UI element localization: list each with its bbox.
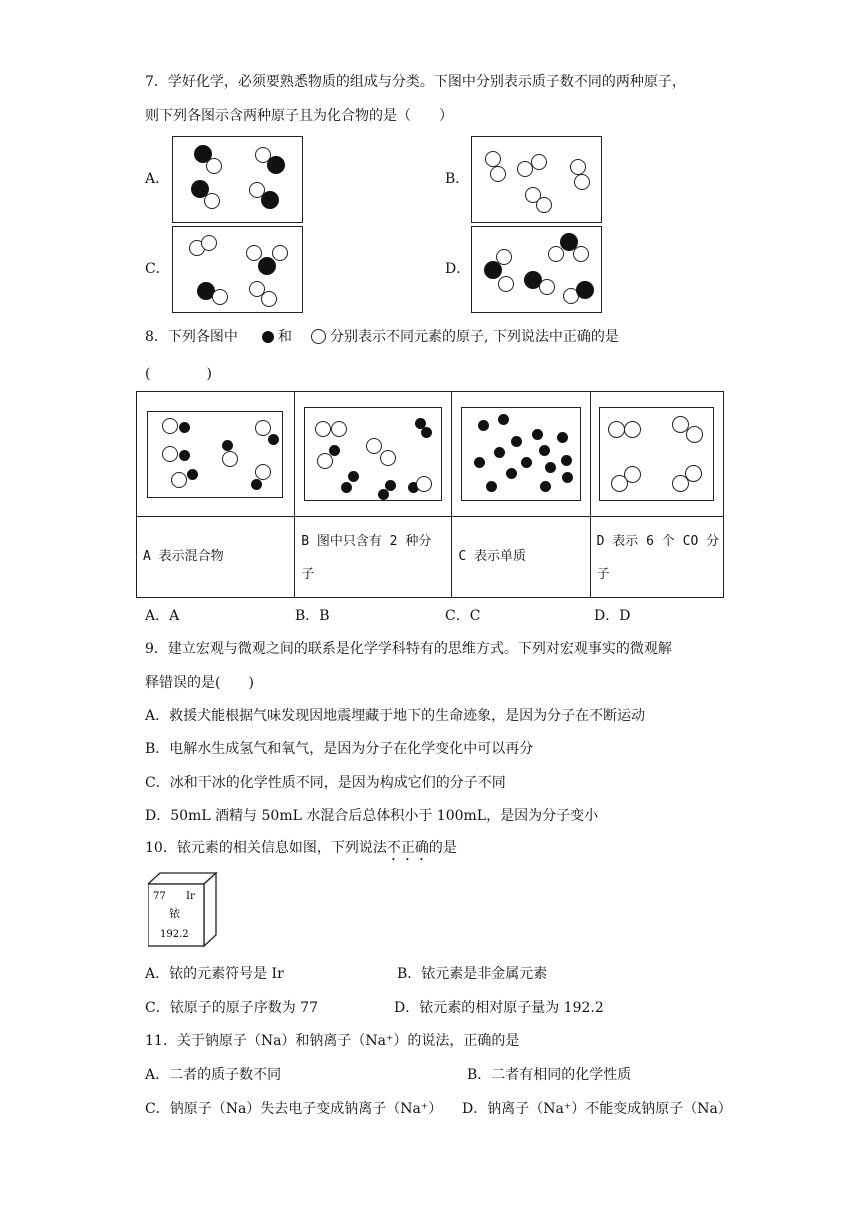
cube-symbol: Ir	[186, 891, 195, 902]
iridium-element-cube	[148, 872, 218, 948]
black-atom	[251, 479, 262, 490]
q8-stem-part2: 分别表示不同元素的原子, 下列说法中正确的是	[330, 329, 619, 345]
q10-option-c[interactable]: C．铱原子的原子序数为 77	[145, 1000, 318, 1016]
q8-diagram-c	[461, 407, 581, 501]
white-atom	[366, 438, 382, 454]
q8-diagram-c-cell	[452, 392, 590, 517]
white-atom	[222, 451, 238, 467]
white-atom	[315, 421, 331, 437]
white-atom	[608, 421, 625, 438]
white-atom	[548, 246, 564, 262]
black-atom	[478, 420, 489, 431]
black-atom	[539, 445, 550, 456]
q8-diagram-b-cell	[295, 392, 452, 517]
q11-option-b[interactable]: B．二者有相同的化学性质	[467, 1067, 632, 1083]
white-atom	[498, 276, 514, 292]
q9-option-a[interactable]: A．救援犬能根据气味发现因地震埋藏于地下的生命迹象，是因为分子在不断运动	[145, 708, 646, 724]
q8-caption-c: C 表示单质	[458, 549, 527, 564]
black-atom	[179, 422, 190, 433]
q10-option-b[interactable]: B．铱元素是非金属元素	[397, 966, 548, 982]
white-atom	[212, 289, 228, 305]
white-atom	[171, 472, 187, 488]
white-atom	[317, 453, 333, 469]
q8-caption-a: A 表示混合物	[143, 549, 224, 564]
black-atom	[576, 281, 594, 299]
black-atom	[545, 462, 556, 473]
q8-diagram-d-cell	[590, 392, 723, 517]
q10-stem-emphasis: 不正确	[386, 840, 429, 856]
q7-option-c-label[interactable]: C．	[145, 261, 170, 277]
q11-stem: 11．关于钠原子（Na）和钠离子（Na⁺）的说法，正确的是	[145, 1033, 520, 1049]
black-atom	[378, 489, 389, 500]
black-atom	[179, 450, 190, 461]
white-atom	[490, 166, 506, 182]
q10-option-d[interactable]: D．铱元素的相对原子量为 192.2	[394, 1000, 604, 1016]
white-atom	[574, 174, 590, 190]
white-atom	[611, 475, 628, 492]
black-atom	[341, 482, 352, 493]
q8-caption-d-line1: D 表示 6 个 CO 分	[596, 534, 720, 549]
black-atom	[506, 468, 517, 479]
black-atom	[557, 432, 568, 443]
white-atom	[201, 235, 217, 251]
black-atom	[486, 481, 497, 492]
white-atom-legend-icon	[311, 329, 326, 344]
q8-answer-paren: ( )	[145, 366, 212, 382]
q7-option-a-label[interactable]: A．	[145, 171, 170, 187]
black-atom	[540, 481, 551, 492]
q9-option-b[interactable]: B．电解水生成氢气和氧气，是因为分子在化学变化中可以再分	[145, 741, 534, 757]
black-atom	[268, 434, 279, 445]
q10-stem	[145, 840, 457, 864]
white-atom	[624, 421, 641, 438]
white-atom	[573, 246, 589, 262]
cube-atomic-number: 77	[153, 891, 166, 902]
q7-stem-line2: 则下列各图示含两种原子且为化合物的是（ ）	[145, 108, 453, 124]
black-atom	[498, 414, 509, 425]
black-atom	[261, 191, 279, 209]
white-atom	[380, 450, 396, 466]
black-atom	[474, 457, 485, 468]
white-atom	[539, 279, 555, 295]
white-atom	[162, 418, 178, 434]
white-atom	[570, 159, 586, 175]
q9-option-d[interactable]: D．50mL 酒精与 50mL 水混合后总体积小于 100mL，是因为分子变小	[145, 808, 599, 824]
cube-element-name: 铱	[169, 907, 180, 920]
white-atom	[255, 464, 271, 480]
white-atom	[536, 197, 552, 213]
black-atom	[494, 447, 505, 458]
white-atom	[261, 291, 277, 307]
q10-stem-part2: 的是	[428, 840, 457, 856]
q7-diagram-a	[172, 136, 303, 223]
white-atom	[331, 421, 347, 437]
white-atom	[672, 475, 689, 492]
black-atom	[329, 445, 340, 456]
black-atom	[511, 436, 522, 447]
q11-option-c[interactable]: C．钠原子（Na）失去电子变成钠离子（Na⁺）	[145, 1101, 443, 1117]
q8-table	[136, 391, 724, 598]
white-atom	[531, 154, 547, 170]
white-atom	[485, 151, 501, 167]
white-atom	[246, 245, 262, 261]
q9-option-c[interactable]: C．冰和干冰的化学性质不同，是因为构成它们的分子不同	[145, 775, 506, 791]
black-atom	[258, 257, 276, 275]
black-atom	[222, 440, 233, 451]
q8-caption-b-cell	[295, 517, 452, 598]
q10-option-a[interactable]: A．铱的元素符号是 Ir	[145, 966, 284, 982]
q10-stem-part1: 10．铱元素的相关信息如图，下列说法	[145, 840, 387, 856]
black-atom	[348, 471, 359, 482]
q7-diagram-c	[172, 226, 303, 313]
black-atom	[561, 455, 572, 466]
q8-stem-part1: 8．下列各图中	[145, 329, 238, 345]
q8-option-c[interactable]: C．C	[445, 608, 481, 624]
q8-option-a[interactable]: A．A	[145, 608, 180, 624]
white-atom	[255, 420, 271, 436]
q8-caption-b-line2: 子	[301, 567, 315, 582]
q8-diagram-a	[147, 411, 283, 498]
black-atom-legend-icon	[262, 331, 274, 343]
cube-atomic-mass: 192.2	[160, 929, 189, 940]
black-atom	[532, 429, 543, 440]
q9-stem-line2: 释错误的是( )	[145, 675, 254, 691]
q8-option-d[interactable]: D．D	[594, 608, 631, 624]
q8-diagram-b	[304, 407, 442, 501]
black-atom	[267, 156, 285, 174]
q7-stem-line1: 7．学好化学，必须要熟悉物质的组成与分类。下图中分别表示质子数不同的两种原子，	[145, 74, 686, 90]
q7-diagram-b	[471, 136, 602, 223]
q8-diagram-a-cell	[137, 392, 295, 517]
black-atom	[187, 469, 198, 480]
q8-stem-and: 和	[278, 329, 292, 345]
q9-stem-line1: 9．建立宏观与微观之间的联系是化学学科特有的思维方式。下列对宏观事实的微观解	[145, 641, 672, 657]
q8-caption-a-cell	[137, 517, 295, 598]
black-atom	[484, 261, 502, 279]
q8-diagram-d	[599, 407, 714, 501]
black-atom	[521, 457, 532, 468]
q7-option-b-label[interactable]: B．	[445, 171, 470, 187]
q11-option-d[interactable]: D．钠离子（Na⁺）不能变成钠原子（Na）	[462, 1101, 732, 1117]
black-atom	[562, 472, 573, 483]
q7-diagram-d	[471, 226, 602, 313]
white-atom	[272, 245, 288, 261]
q8-caption-c-cell	[452, 517, 590, 598]
white-atom	[204, 193, 220, 209]
white-atom	[416, 476, 432, 492]
q8-caption-d-line2: 子	[596, 567, 610, 582]
black-atom	[421, 427, 432, 438]
q7-option-d-label[interactable]: D．	[445, 261, 471, 277]
q11-option-a[interactable]: A．二者的质子数不同	[145, 1067, 282, 1083]
q8-caption-d-cell	[590, 517, 723, 598]
white-atom	[162, 446, 178, 462]
white-atom	[206, 158, 222, 174]
q8-caption-b-line1: B 图中只含有 2 种分	[301, 534, 432, 549]
white-atom	[686, 426, 703, 443]
q8-option-b[interactable]: B．B	[295, 608, 330, 624]
